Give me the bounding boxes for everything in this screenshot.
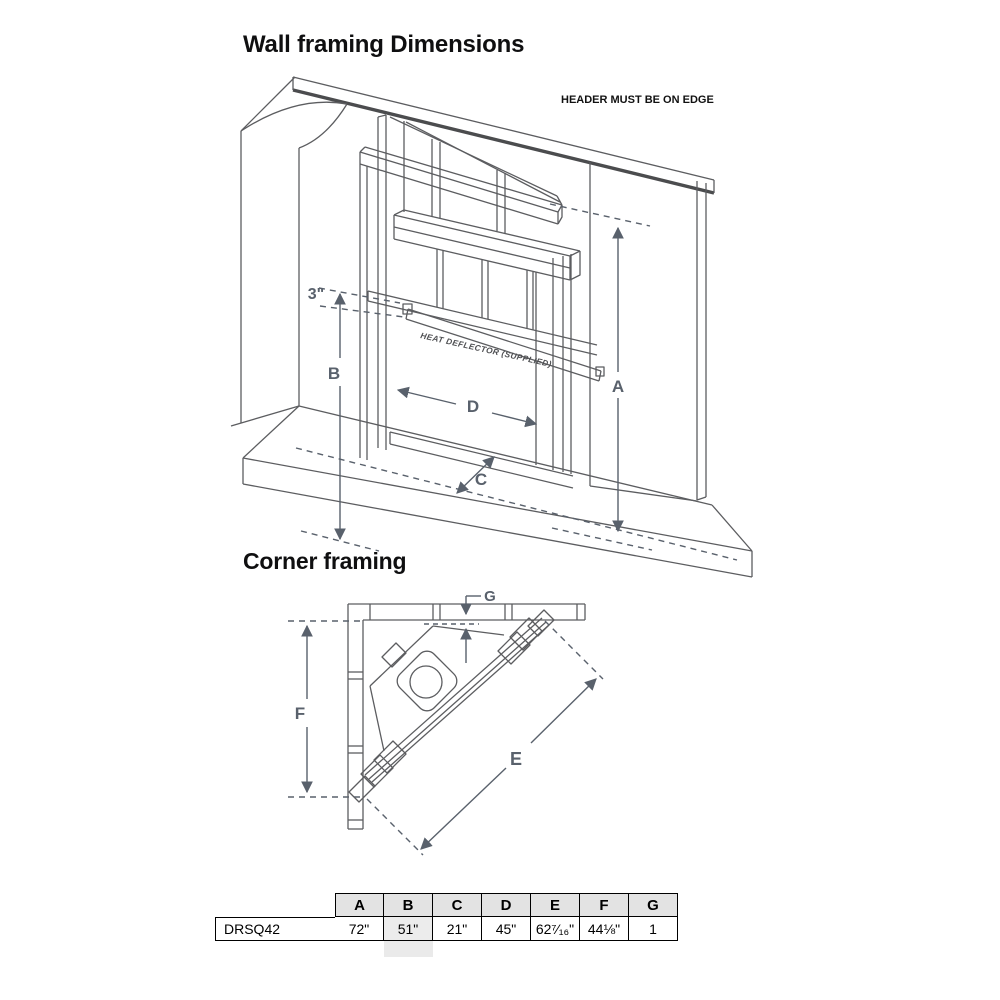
dimension-spec-table xyxy=(215,893,678,941)
col-header-d: D xyxy=(482,893,531,917)
heat-deflector-label: HEAT DEFLECTOR (SUPPLIED) xyxy=(419,330,553,369)
wall-framing-diagram xyxy=(231,77,752,577)
col-header-b: B xyxy=(384,893,433,917)
corner-dimension-lines xyxy=(288,596,603,855)
col-header-g: G xyxy=(629,893,678,917)
header-on-edge-note: HEADER MUST BE ON EDGE xyxy=(561,94,714,106)
dim-label-c: C xyxy=(474,470,488,489)
value-a: 72" xyxy=(335,917,384,941)
col-header-f: F xyxy=(580,893,629,917)
col-header-e: E xyxy=(531,893,580,917)
corner-framing-title: Corner framing xyxy=(243,548,407,574)
value-e: 62⁷⁄₁₆" xyxy=(531,917,580,941)
value-g: 1 xyxy=(629,917,678,941)
spec-table-header-row xyxy=(335,893,678,917)
value-d: 45" xyxy=(482,917,531,941)
dim-label-f: F xyxy=(294,704,306,723)
wall-dimension-lines xyxy=(296,204,737,560)
dim-label-d: D xyxy=(466,397,480,416)
value-c: 21" xyxy=(433,917,482,941)
col-header-c: C xyxy=(433,893,482,917)
value-f: 44⅛" xyxy=(580,917,629,941)
dim-label-g: G xyxy=(484,588,496,605)
column-b-highlight xyxy=(384,941,433,957)
wall-framing-title: Wall framing Dimensions xyxy=(243,31,525,58)
col-header-a: A xyxy=(335,893,384,917)
spec-table-data-row xyxy=(215,917,678,941)
dim-label-3in: 3" xyxy=(307,286,325,303)
value-b: 51" xyxy=(384,917,433,941)
model-label: DRSQ42 xyxy=(215,917,335,941)
dim-label-e: E xyxy=(509,749,523,769)
dim-label-a: A xyxy=(611,377,625,396)
dim-label-b: B xyxy=(327,364,341,383)
